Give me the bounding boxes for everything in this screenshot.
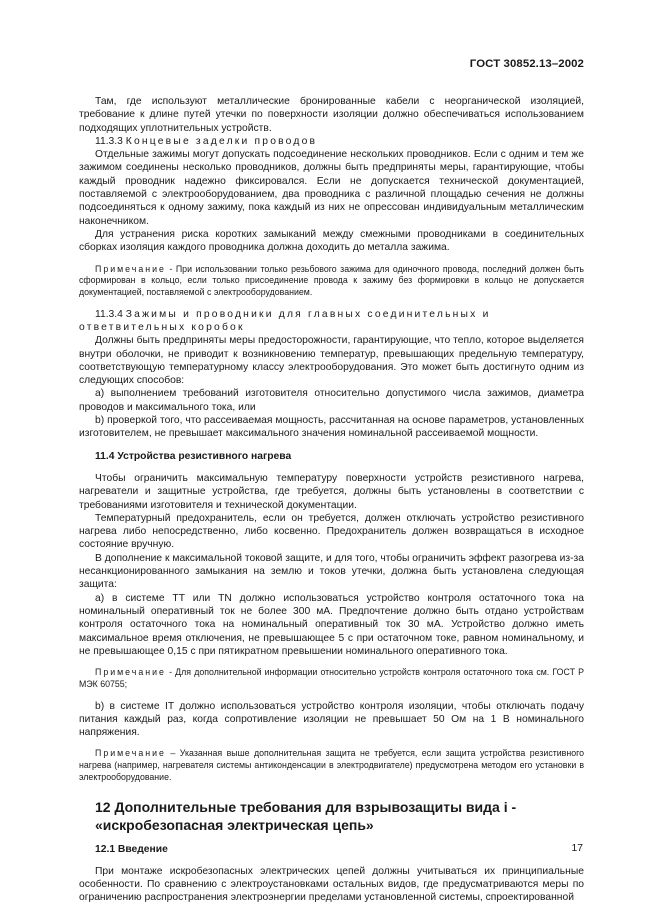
list-item-tt-system: a) в системе TT или TN должно использоваться устройство контроля остаточного тока на номинальный оперативный ток не более 300 мА. Предпочтение должно быть отдано устройствам контроля остаточного тока на номинальный оперативный ток 30 мА. Устройство должно иметь максимальное время отключения, не превышающее 5 с при остаточном токе, равном номинальному, и не превышающее 0,15 с при пятикратном превышении номинального оперативного тока. (79, 592, 584, 657)
subsection-number: 11.3.4 (95, 308, 123, 320)
note-text: – Указанная выше дополнительная защита не требуется, если защита устройства резистивного нагрева (например, нагревателя системы антиконденсации в электродвигателе) предусмотрена методом его установки в электрооборудование. (79, 748, 584, 782)
note-residual-current (79, 667, 584, 690)
paragraph-armored-cables: Там, где используют металлические бронированные кабели с неорганической изоляцией, требование к длине путей утечки по поверхности изоляции должно обеспечиваться использованием подходящих уплотнительных устройств. (79, 96, 584, 134)
subsection-11-3-3-heading (79, 135, 584, 148)
paragraph-short-circuit: Для устранения риска коротких замыканий между смежными проводниками в соединительных сборках изоляция каждого проводника должна доходить до металла зажима. (79, 228, 584, 254)
paragraph-terminals: Отдельные зажимы могут допускать подсоединение нескольких проводников. Если с одним и тем же зажимом соединены несколько проводников, должны быть предприняты меры, гарантирующие, чтобы каждый проводник надежно фиксировался. Если не допускается технической документацией, поставляемой с электрооборудованием, два проводника с различной площадью сечения не должны подсоединяться к одному зажиму, пока каждый из них не опрессован индивидуальным металлическим наконечником. (79, 149, 584, 227)
section-12-heading (79, 798, 584, 834)
list-item-it-system: b) в системе IT должно использоваться устройство контроля изоляции, чтобы отключать подачу питания каждый раз, когда сопротивление изоляции не превышает 50 Ом на 1 В номинального напряжения. (79, 700, 584, 739)
subsection-title: Зажимы и проводники для главных соединительных и ответвительных коробок (79, 308, 491, 333)
paragraph-precautions: Должны быть предприняты меры предосторожности, гарантирующие, что тепло, которое выделяется внутри оболочки, не приводит к возникновению температур, превышающих предельную температуру, соответствующую температурному классу электрооборудования. Это может быть достигнуто одним из следующих способов: (79, 335, 584, 387)
page-number: 17 (571, 843, 583, 854)
list-item-b: b) проверкой того, что рассеиваемая мощность, рассчитанная на основе параметров, установленных изготовителем, не превышает максимального значения номинальной рассеиваемой мощности. (79, 415, 584, 440)
note-additional-protection (79, 748, 584, 783)
paragraph-intro: При монтаже искробезопасных электрических цепей должны учитываться их принципиальные особенности. По сравнению с электроустановками остальных видов, где предусматриваются меры по ограничению распространения электроэнергии пределами установленной системы, спроектированной (79, 865, 584, 904)
section-12-heading-line-1: 12 Дополнительные требования для взрывозащиты вида i - (95, 798, 517, 815)
subsection-title: Концевые заделки проводов (125, 135, 318, 147)
section-11-4-heading: 11.4 Устройства резистивного нагрева (95, 450, 292, 462)
note-label: Примечание (95, 667, 166, 678)
note-label: Примечание (95, 263, 166, 274)
note-screw-terminal (79, 264, 584, 299)
subsection-number: 11.3.3 (95, 135, 123, 147)
note-text: - Для дополнительной информации относительно устройств контроля остаточного тока см. ГОСТ Р МЭК 60755; (79, 667, 584, 689)
standard-header: ГОСТ 30852.13–2002 (469, 58, 584, 70)
subsection-11-3-4-heading (79, 308, 584, 335)
paragraph-heating-2: Температурный предохранитель, если он требуется, должен отключать устройство резистивного нагрева либо непосредственно, либо косвенно. Предохранитель должен возвращаться в исходное состояние вручную. (79, 512, 584, 551)
page-content (79, 95, 584, 905)
note-text: - При использовании только резьбового зажима для одиночного провода, последний должен быть сформирован в кольцо, если только присоединение провода к зажиму без формировки в кольцо не допускается документацией, поставляемой с электрооборудованием. (79, 263, 584, 297)
section-12-heading-line-2: «искробезопасная электрическая цепь» (95, 816, 374, 833)
list-item-a: a) выполнением требований изготовителя относительно допустимого числа зажимов, диаметра проводов и максимального тока, или (79, 388, 584, 413)
paragraph-heating-3: В дополнение к максимальной токовой защите, и для того, чтобы ограничить эффект разогрева из-за несанкционированного замыкания на землю и токов утечки, должна быть установлена следующая защита: (79, 552, 584, 591)
note-label: Примечание (95, 748, 166, 759)
paragraph-heating-1: Чтобы ограничить максимальную температуру поверхности устройств резистивного нагрева, нагреватели и защитные устройства, где требуется, должны быть установлены в соответствии с требованиями изготовителя и технической документации. (79, 472, 584, 511)
section-12-1-heading: 12.1 Введение (95, 843, 168, 855)
